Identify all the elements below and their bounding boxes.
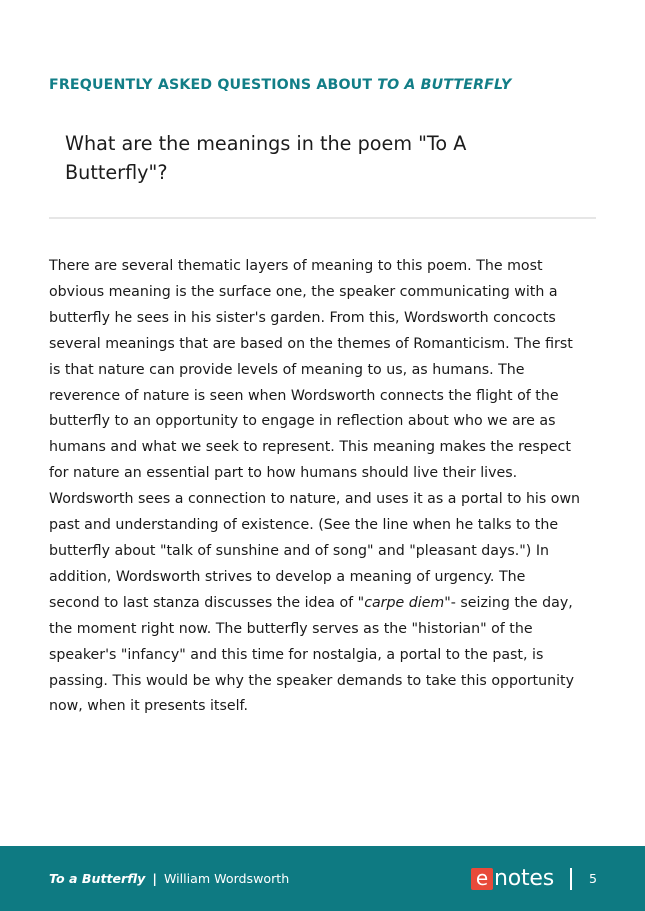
- question-title: [65, 130, 565, 187]
- answer-line: for nature an essential part to how humans should live their lives.: [49, 465, 518, 482]
- page-number: 5: [588, 871, 597, 886]
- answer-line: Wordsworth sees a connection to nature, and uses it as a portal to his own: [49, 491, 581, 508]
- answer-text: second to last stanza discusses the idea of ": [49, 594, 365, 611]
- section-heading: [49, 76, 609, 94]
- question-divider: [49, 217, 596, 219]
- enotes-logo-text: notes: [494, 866, 555, 891]
- footer-divider: [570, 868, 572, 890]
- answer-line: speaker's "infancy" and this time for nostalgia, a portal to the past, is: [49, 646, 544, 663]
- answer-line: addition, Wordsworth strives to develop a meaning of urgency. The: [49, 568, 526, 585]
- answer-line: now, when it presents itself.: [49, 698, 249, 715]
- answer-line: the moment right now. The butterfly serves as the "historian" of the: [49, 620, 533, 637]
- enotes-logo-mark: e: [471, 868, 493, 890]
- section-heading-prefix: FREQUENTLY ASKED QUESTIONS ABOUT: [49, 77, 378, 93]
- footer-author: William Wordsworth: [163, 871, 290, 886]
- answer-line: obvious meaning is the surface one, the speaker communicating with a: [49, 283, 558, 300]
- answer-line: humans and what we seek to represent. This meaning makes the respect: [49, 439, 571, 456]
- answer-line: several meanings that are based on the themes of Romanticism. The first: [49, 335, 573, 352]
- answer-line-carpe-diem: [49, 591, 596, 617]
- answer-line: butterfly he sees in his sister's garden. From this, Wordsworth concocts: [49, 309, 556, 326]
- answer-body: [49, 254, 596, 720]
- answer-line: is that nature can provide levels of meaning to us, as humans. The: [49, 361, 525, 378]
- footer-separator: |: [152, 871, 157, 886]
- section-heading-title: TO A BUTTERFLY: [377, 77, 512, 93]
- answer-line: past and understanding of existence. (See the line when he talks to the: [49, 517, 559, 534]
- answer-line: butterfly about "talk of sunshine and of song" and "pleasant days.") In: [49, 542, 550, 559]
- answer-line: There are several thematic layers of meaning to this poem. The most: [49, 258, 543, 274]
- answer-text: "- seizing the day,: [444, 594, 573, 611]
- answer-line: reverence of nature is seen when Wordsworth connects the flight of the: [49, 387, 559, 404]
- question-line-2: Butterfly"?: [65, 160, 168, 184]
- page-footer: [0, 846, 645, 911]
- carpe-diem-emphasis: carpe diem: [364, 594, 445, 611]
- answer-line: butterfly to an opportunity to engage in reflection about who we are as: [49, 413, 556, 430]
- enotes-logo: [471, 868, 554, 890]
- footer-citation: [49, 846, 289, 911]
- question-line-1: What are the meanings in the poem "To A: [65, 132, 467, 155]
- answer-line: passing. This would be why the speaker demands to take this opportunity: [49, 672, 574, 689]
- footer-title: To a Butterfly: [49, 871, 146, 886]
